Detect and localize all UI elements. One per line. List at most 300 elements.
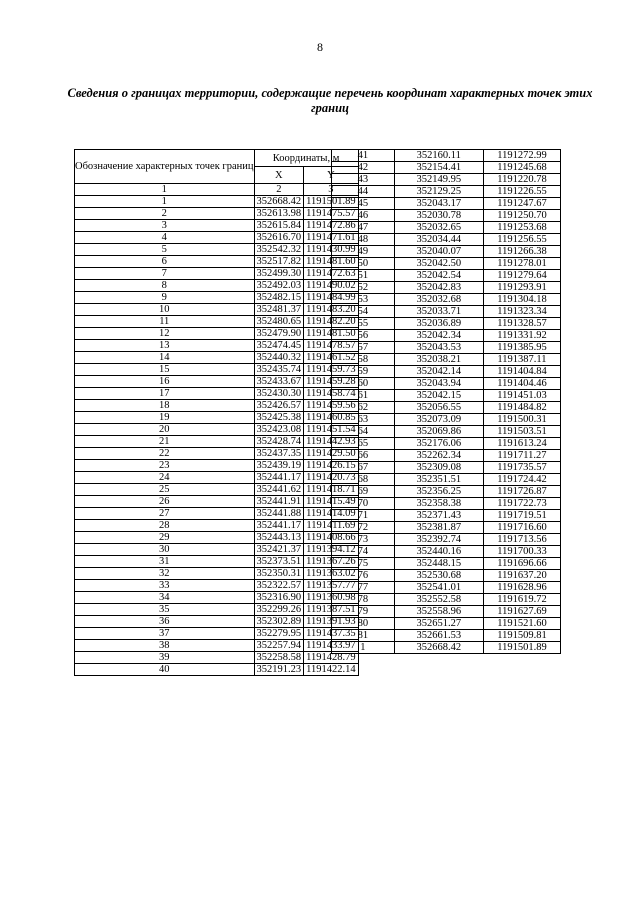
point-number-cell: 24 [75,472,255,484]
y-coordinate-cell: 1191418.71 [304,484,359,496]
point-number-cell: 77 [332,582,395,594]
table-row [75,484,359,496]
y-coordinate-cell: 1191247.67 [483,198,560,210]
table-row [332,606,561,618]
table-row [75,388,359,400]
point-number-cell: 81 [332,630,395,642]
point-number-cell: 54 [332,306,395,318]
y-coordinate-cell: 1191719.51 [483,510,560,522]
table-row [332,402,561,414]
x-coordinate-cell: 352309.08 [394,462,483,474]
table-row [75,640,359,652]
y-coordinate-cell: 1191500.31 [483,414,560,426]
point-number-cell: 76 [332,570,395,582]
point-number-cell: 61 [332,390,395,402]
y-coordinate-cell: 1191272.99 [483,150,560,162]
table-row [332,594,561,606]
table-row [332,378,561,390]
y-coordinate-cell: 1191328.57 [483,318,560,330]
x-coordinate-cell: 352433.67 [254,376,304,388]
x-coordinate-cell: 352279.95 [254,628,304,640]
point-number-cell: 60 [332,378,395,390]
point-number-cell: 71 [332,510,395,522]
x-coordinate-cell: 352441.17 [254,520,304,532]
x-coordinate-cell: 352530.68 [394,570,483,582]
table-row [75,292,359,304]
table-row [332,522,561,534]
point-number-cell: 28 [75,520,255,532]
x-coordinate-cell: 352042.83 [394,282,483,294]
point-number-cell: 27 [75,508,255,520]
y-coordinate-cell: 1191700.33 [483,546,560,558]
x-coordinate-cell: 352499.30 [254,268,304,280]
y-header: Y [304,167,359,184]
x-coordinate-cell: 352613.98 [254,208,304,220]
y-coordinate-cell: 1191279.64 [483,270,560,282]
point-number-cell: 36 [75,616,255,628]
x-coordinate-cell: 352034.44 [394,234,483,246]
table-row [332,198,561,210]
point-number-cell: 34 [75,592,255,604]
table-row [75,604,359,616]
y-coordinate-cell: 1191394.12 [304,544,359,556]
table-row [332,246,561,258]
x-coordinate-cell: 352426.57 [254,400,304,412]
x-coordinate-cell: 352032.65 [394,222,483,234]
y-coordinate-cell: 1191459.56 [304,400,359,412]
y-coordinate-cell: 1191428.79 [304,652,359,664]
y-coordinate-cell: 1191220.78 [483,174,560,186]
x-coordinate-cell: 352437.35 [254,448,304,460]
y-coordinate-cell: 1191627.69 [483,606,560,618]
x-coordinate-cell: 352160.11 [394,150,483,162]
table-row [332,570,561,582]
table-row [332,582,561,594]
x-coordinate-cell: 352439.19 [254,460,304,472]
y-coordinate-cell: 1191415.49 [304,496,359,508]
point-number-cell: 26 [75,496,255,508]
table-row [75,520,359,532]
y-coordinate-cell: 1191304.18 [483,294,560,306]
table-row [332,630,561,642]
document-title: Сведения о границах территории, содержащие перечень координат характерных точек этих границ [67,86,593,115]
x-coordinate-cell: 352042.34 [394,330,483,342]
table-row [75,340,359,352]
x-coordinate-cell: 352036.89 [394,318,483,330]
table-row [75,196,359,208]
table-row [332,414,561,426]
y-coordinate-cell: 1191253.68 [483,222,560,234]
x-coordinate-cell: 352299.26 [254,604,304,616]
y-coordinate-cell: 1191481.60 [304,256,359,268]
table-row [332,534,561,546]
x-coordinate-cell: 352322.57 [254,580,304,592]
designation-header: Обозначение характерных точек границ [75,150,255,184]
table-row [332,270,561,282]
point-number-cell: 1 [332,642,395,654]
x-coordinate-cell: 352492.03 [254,280,304,292]
x-coordinate-cell: 352480.65 [254,316,304,328]
x-coordinate-cell: 352033.71 [394,306,483,318]
table-row [332,294,561,306]
point-number-cell: 31 [75,556,255,568]
table-row [75,244,359,256]
table-row [75,580,359,592]
x-coordinate-cell: 352448.15 [394,558,483,570]
x-coordinate-cell: 352423.08 [254,424,304,436]
x-coordinate-cell: 352038.21 [394,354,483,366]
y-coordinate-cell: 1191482.20 [304,316,359,328]
x-coordinate-cell: 352371.43 [394,510,483,522]
y-coordinate-cell: 1191387.51 [304,604,359,616]
x-coordinate-cell: 352040.07 [394,246,483,258]
table-row [332,174,561,186]
x-coordinate-cell: 352129.25 [394,186,483,198]
y-coordinate-cell: 1191387.11 [483,354,560,366]
y-coordinate-cell: 1191628.96 [483,582,560,594]
point-number-cell: 20 [75,424,255,436]
y-coordinate-cell: 1191451.03 [483,390,560,402]
y-coordinate-cell: 1191713.56 [483,534,560,546]
y-coordinate-cell: 1191226.55 [483,186,560,198]
x-coordinate-cell: 352149.95 [394,174,483,186]
point-number-cell: 75 [332,558,395,570]
table-row [75,220,359,232]
point-number-cell: 30 [75,544,255,556]
y-coordinate-cell: 1191696.66 [483,558,560,570]
y-coordinate-cell: 1191460.85 [304,412,359,424]
table-row [75,460,359,472]
table-row [75,280,359,292]
x-coordinate-cell: 352441.91 [254,496,304,508]
point-number-cell: 16 [75,376,255,388]
y-coordinate-cell: 1191461.52 [304,352,359,364]
y-coordinate-cell: 1191430.99 [304,244,359,256]
y-coordinate-cell: 1191716.60 [483,522,560,534]
table-row [75,556,359,568]
y-coordinate-cell: 1191475.57 [304,208,359,220]
x-coordinate-cell: 352661.53 [394,630,483,642]
table-row [75,400,359,412]
table-row [75,232,359,244]
table-row [75,664,359,676]
point-number-cell: 9 [75,292,255,304]
point-number-cell: 35 [75,604,255,616]
point-number-cell: 17 [75,388,255,400]
table-row [75,364,359,376]
x-coordinate-cell: 352421.37 [254,544,304,556]
point-number-cell: 65 [332,438,395,450]
x-coordinate-cell: 352381.87 [394,522,483,534]
table-row [75,652,359,664]
x-coordinate-cell: 352440.32 [254,352,304,364]
x-coordinate-cell: 352430.30 [254,388,304,400]
point-number-cell: 4 [75,232,255,244]
point-number-cell: 66 [332,450,395,462]
point-number-cell: 45 [332,198,395,210]
y-coordinate-cell: 1191426.15 [304,460,359,472]
y-coordinate-cell: 1191278.01 [483,258,560,270]
x-coordinate-cell: 352441.62 [254,484,304,496]
point-number-cell: 57 [332,342,395,354]
table-row [75,328,359,340]
table-row [332,366,561,378]
point-number-cell: 13 [75,340,255,352]
x-coordinate-cell: 352474.45 [254,340,304,352]
y-coordinate-cell: 1191509.81 [483,630,560,642]
table-row [332,390,561,402]
y-coordinate-cell: 1191501.89 [483,642,560,654]
point-number-cell: 23 [75,460,255,472]
y-coordinate-cell: 1191420.73 [304,472,359,484]
table-row [75,472,359,484]
x-coordinate-cell: 352435.74 [254,364,304,376]
table-row [75,628,359,640]
x-coordinate-cell: 352042.54 [394,270,483,282]
x-coordinate-cell: 352479.90 [254,328,304,340]
point-number-cell: 52 [332,282,395,294]
table-row [332,210,561,222]
table-row [75,496,359,508]
x-coordinate-cell: 352262.34 [394,450,483,462]
table-row [332,546,561,558]
x-coordinate-cell: 352428.74 [254,436,304,448]
table-row [332,486,561,498]
y-coordinate-cell: 1191490.02 [304,280,359,292]
y-coordinate-cell: 1191433.97 [304,640,359,652]
table-row [332,558,561,570]
table-row [75,352,359,364]
point-number-cell: 49 [332,246,395,258]
y-coordinate-cell: 1191481.50 [304,328,359,340]
point-number-cell: 12 [75,328,255,340]
point-number-cell: 22 [75,448,255,460]
x-coordinate-cell: 352043.94 [394,378,483,390]
y-coordinate-cell: 1191323.34 [483,306,560,318]
point-number-cell: 5 [75,244,255,256]
point-number-cell: 73 [332,534,395,546]
y-coordinate-cell: 1191363.02 [304,568,359,580]
x-coordinate-cell: 352392.74 [394,534,483,546]
x-coordinate-cell: 352668.42 [394,642,483,654]
y-coordinate-cell: 1191391.93 [304,616,359,628]
table-row [75,424,359,436]
x-coordinate-cell: 352615.84 [254,220,304,232]
x-coordinate-cell: 352043.17 [394,198,483,210]
y-coordinate-cell: 1191293.91 [483,282,560,294]
y-coordinate-cell: 1191459.73 [304,364,359,376]
column-number: 3 [304,184,359,196]
point-number-cell: 67 [332,462,395,474]
x-coordinate-cell: 352356.25 [394,486,483,498]
x-coordinate-cell: 352425.38 [254,412,304,424]
table-row [75,436,359,448]
coordinates-table-right [331,149,561,654]
table-row [75,376,359,388]
point-number-cell: 44 [332,186,395,198]
point-number-cell: 39 [75,652,255,664]
y-coordinate-cell: 1191484.82 [483,402,560,414]
y-coordinate-cell: 1191331.92 [483,330,560,342]
point-number-cell: 68 [332,474,395,486]
y-coordinate-cell: 1191411.69 [304,520,359,532]
y-coordinate-cell: 1191442.93 [304,436,359,448]
y-coordinate-cell: 1191385.95 [483,342,560,354]
coordinates-header: Координаты, м [254,150,358,167]
y-coordinate-cell: 1191408.66 [304,532,359,544]
table-row [75,448,359,460]
table-row [332,186,561,198]
y-coordinate-cell: 1191613.24 [483,438,560,450]
x-coordinate-cell: 352517.82 [254,256,304,268]
point-number-cell: 19 [75,412,255,424]
point-number-cell: 72 [332,522,395,534]
point-number-cell: 46 [332,210,395,222]
y-coordinate-cell: 1191250.70 [483,210,560,222]
point-number-cell: 15 [75,364,255,376]
y-coordinate-cell: 1191360.98 [304,592,359,604]
column-number: 1 [75,184,255,196]
y-coordinate-cell: 1191484.99 [304,292,359,304]
point-number-cell: 25 [75,484,255,496]
point-number-cell: 78 [332,594,395,606]
x-coordinate-cell: 352481.37 [254,304,304,316]
point-number-cell: 50 [332,258,395,270]
point-number-cell: 6 [75,256,255,268]
x-coordinate-cell: 352651.27 [394,618,483,630]
table-row [75,256,359,268]
table-row [75,304,359,316]
point-number-cell: 1 [75,196,255,208]
table-row [332,354,561,366]
y-coordinate-cell: 1191404.46 [483,378,560,390]
column-number-row [75,184,359,196]
coordinates-table-left [74,149,359,676]
y-coordinate-cell: 1191404.84 [483,366,560,378]
point-number-cell: 63 [332,414,395,426]
x-coordinate-cell: 352440.16 [394,546,483,558]
y-coordinate-cell: 1191735.57 [483,462,560,474]
y-coordinate-cell: 1191256.55 [483,234,560,246]
y-coordinate-cell: 1191437.35 [304,628,359,640]
y-coordinate-cell: 1191724.42 [483,474,560,486]
table-row [332,474,561,486]
y-coordinate-cell: 1191357.77 [304,580,359,592]
point-number-cell: 47 [332,222,395,234]
y-coordinate-cell: 1191245.68 [483,162,560,174]
table-row [75,316,359,328]
point-number-cell: 3 [75,220,255,232]
y-coordinate-cell: 1191472.63 [304,268,359,280]
x-coordinate-cell: 352043.53 [394,342,483,354]
x-coordinate-cell: 352257.94 [254,640,304,652]
point-number-cell: 37 [75,628,255,640]
x-coordinate-cell: 352552.58 [394,594,483,606]
y-coordinate-cell: 1191422.14 [304,664,359,676]
point-number-cell: 51 [332,270,395,282]
x-coordinate-cell: 352542.32 [254,244,304,256]
point-number-cell: 7 [75,268,255,280]
x-coordinate-cell: 352176.06 [394,438,483,450]
point-number-cell: 21 [75,436,255,448]
point-number-cell: 32 [75,568,255,580]
y-coordinate-cell: 1191711.27 [483,450,560,462]
x-coordinate-cell: 352558.96 [394,606,483,618]
y-coordinate-cell: 1191472.86 [304,220,359,232]
point-number-cell: 79 [332,606,395,618]
x-coordinate-cell: 352441.17 [254,472,304,484]
table-row [332,162,561,174]
x-coordinate-cell: 352616.70 [254,232,304,244]
table-row [332,426,561,438]
point-number-cell: 64 [332,426,395,438]
point-number-cell: 53 [332,294,395,306]
table-row [75,544,359,556]
point-number-cell: 40 [75,664,255,676]
point-number-cell: 56 [332,330,395,342]
table-row [332,450,561,462]
x-coordinate-cell: 352258.58 [254,652,304,664]
x-coordinate-cell: 352302.89 [254,616,304,628]
x-coordinate-cell: 352042.50 [394,258,483,270]
point-number-cell: 38 [75,640,255,652]
point-number-cell: 10 [75,304,255,316]
y-coordinate-cell: 1191266.38 [483,246,560,258]
table-row [332,330,561,342]
y-coordinate-cell: 1191726.87 [483,486,560,498]
x-coordinate-cell: 352069.86 [394,426,483,438]
x-coordinate-cell: 352441.88 [254,508,304,520]
table-row [332,318,561,330]
table-row [75,592,359,604]
x-coordinate-cell: 352154.41 [394,162,483,174]
table-row [332,618,561,630]
table-row [75,208,359,220]
column-number: 2 [254,184,304,196]
table-row [332,150,561,162]
y-coordinate-cell: 1191414.09 [304,508,359,520]
x-coordinate-cell: 352073.09 [394,414,483,426]
x-coordinate-cell: 352351.51 [394,474,483,486]
point-number-cell: 48 [332,234,395,246]
point-number-cell: 59 [332,366,395,378]
x-coordinate-cell: 352482.15 [254,292,304,304]
x-header: X [254,167,304,184]
table-row [75,532,359,544]
header-row-1 [75,150,359,167]
point-number-cell: 11 [75,316,255,328]
y-coordinate-cell: 1191459.28 [304,376,359,388]
table-row [332,462,561,474]
table-row [332,438,561,450]
x-coordinate-cell: 352358.38 [394,498,483,510]
point-number-cell: 33 [75,580,255,592]
point-number-cell: 29 [75,532,255,544]
x-coordinate-cell: 352668.42 [254,196,304,208]
y-coordinate-cell: 1191367.26 [304,556,359,568]
x-coordinate-cell: 352056.55 [394,402,483,414]
x-coordinate-cell: 352030.78 [394,210,483,222]
y-coordinate-cell: 1191471.61 [304,232,359,244]
y-coordinate-cell: 1191451.54 [304,424,359,436]
point-number-cell: 80 [332,618,395,630]
y-coordinate-cell: 1191521.60 [483,618,560,630]
x-coordinate-cell: 352443.13 [254,532,304,544]
point-number-cell: 69 [332,486,395,498]
x-coordinate-cell: 352042.14 [394,366,483,378]
table-row [332,510,561,522]
page-number: 8 [317,40,323,54]
